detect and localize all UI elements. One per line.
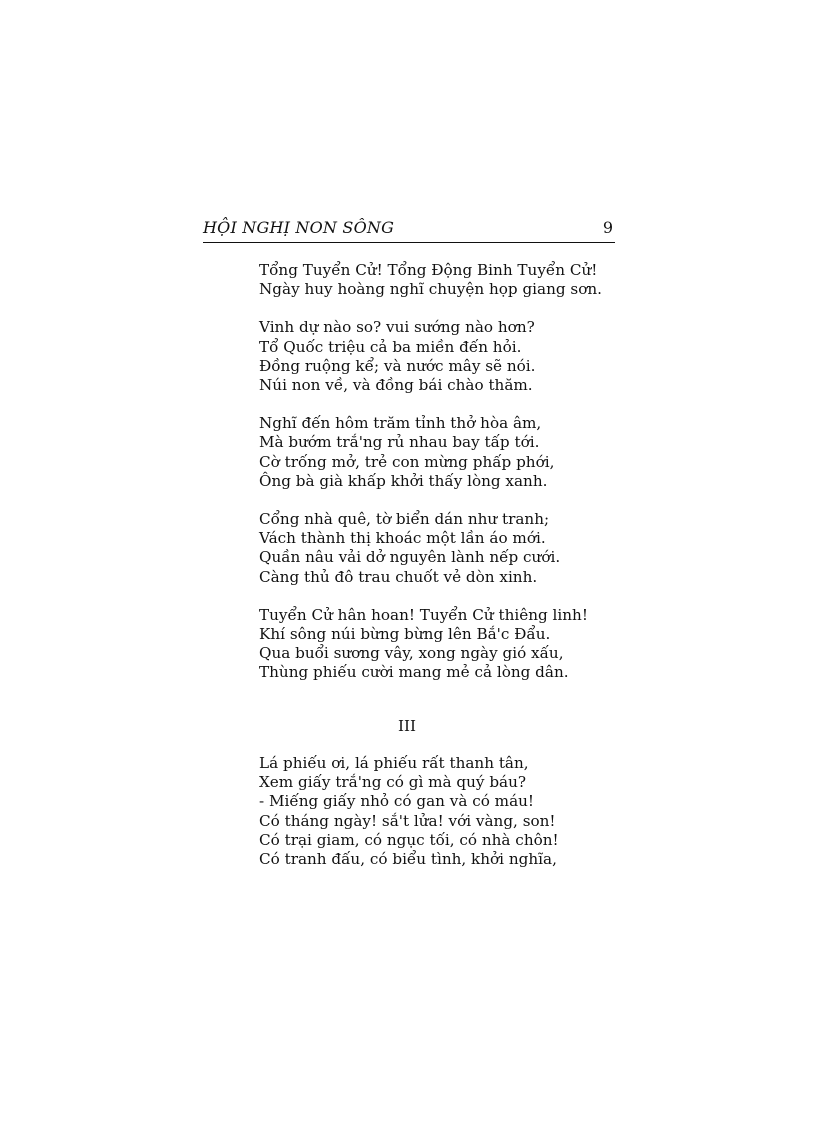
poem-line: Có tháng ngày! sắ't lửa! với vàng, son! [259, 811, 556, 830]
poem-line: Quần nâu vải dở nguyên lành nếp cưới. [259, 548, 561, 567]
poem-line: - Miếng giấy nhỏ có gan và có máu! [259, 792, 535, 811]
section-heading: III [398, 717, 416, 735]
poem-line: Tổng Tuyển Cử! Tổng Động Binh Tuyển Cử! [259, 261, 598, 279]
poem-line: Ngày huy hoàng nghĩ chuyện họp giang sơn. [259, 280, 602, 299]
poem-line: Qua buổi sương vây, xong ngày gió xấu, [259, 644, 564, 663]
poem-line: Có trại giam, có ngục tối, có nhà chôn! [259, 830, 559, 849]
stanza [259, 606, 639, 683]
poem-line: Khí sông núi bừng bừng lên Bắ'c Đẩu. [259, 625, 551, 644]
running-header-title: HỘI NGHỊ NON SÔNG [203, 218, 395, 237]
poem-line: Xem giấy trắ'ng có gì mà quý báu? [259, 773, 527, 792]
stanza [259, 510, 639, 587]
poem-line: Tổ Quốc triệu cả ba miền đến hỏi. [259, 337, 522, 356]
page-number: 9 [602, 218, 613, 237]
poem-line: Thùng phiếu cười mang mẻ cả lòng dân. [259, 663, 569, 682]
poem-line: Ông bà già khấp khởi thấy lòng xanh. [259, 471, 548, 490]
poem-line: Mà bướm trắ'ng rủ nhau bay tấp tới. [259, 433, 540, 452]
poem-line: Nghĩ đến hôm trăm tỉnh thở hòa âm, [259, 414, 542, 433]
poem-line: Càng thủ đô trau chuốt vẻ dòn xinh. [259, 567, 538, 586]
poem-line: Vinh dự nào so? vui sướng nào hơn? [259, 318, 535, 337]
poem-line: Núi non về, và đồng bái chào thăm. [259, 376, 533, 395]
poem-line: Vách thành thị khoác một lần áo mới. [259, 529, 546, 548]
poem-line: Đồng ruộng kể; và nước mây sẽ nói. [259, 356, 536, 375]
running-header [203, 216, 615, 243]
stanza [259, 261, 639, 299]
poem-line: Lá phiếu ơi, lá phiếu rất thanh tân, [259, 754, 529, 772]
stanza [259, 318, 639, 395]
poem-line: Cổng nhà quê, tờ biển dán như tranh; [259, 510, 550, 529]
section-poem [259, 754, 639, 869]
poem-body [259, 261, 639, 702]
stanza [259, 414, 639, 491]
poem-line: Có tranh đấu, có biểu tình, khởi nghĩa, [259, 850, 557, 869]
poem-line: Cờ trống mở, trẻ con mừng phấp phới, [259, 452, 555, 471]
poem-line: Tuyển Cử hân hoan! Tuyển Cử thiêng linh! [259, 605, 588, 624]
